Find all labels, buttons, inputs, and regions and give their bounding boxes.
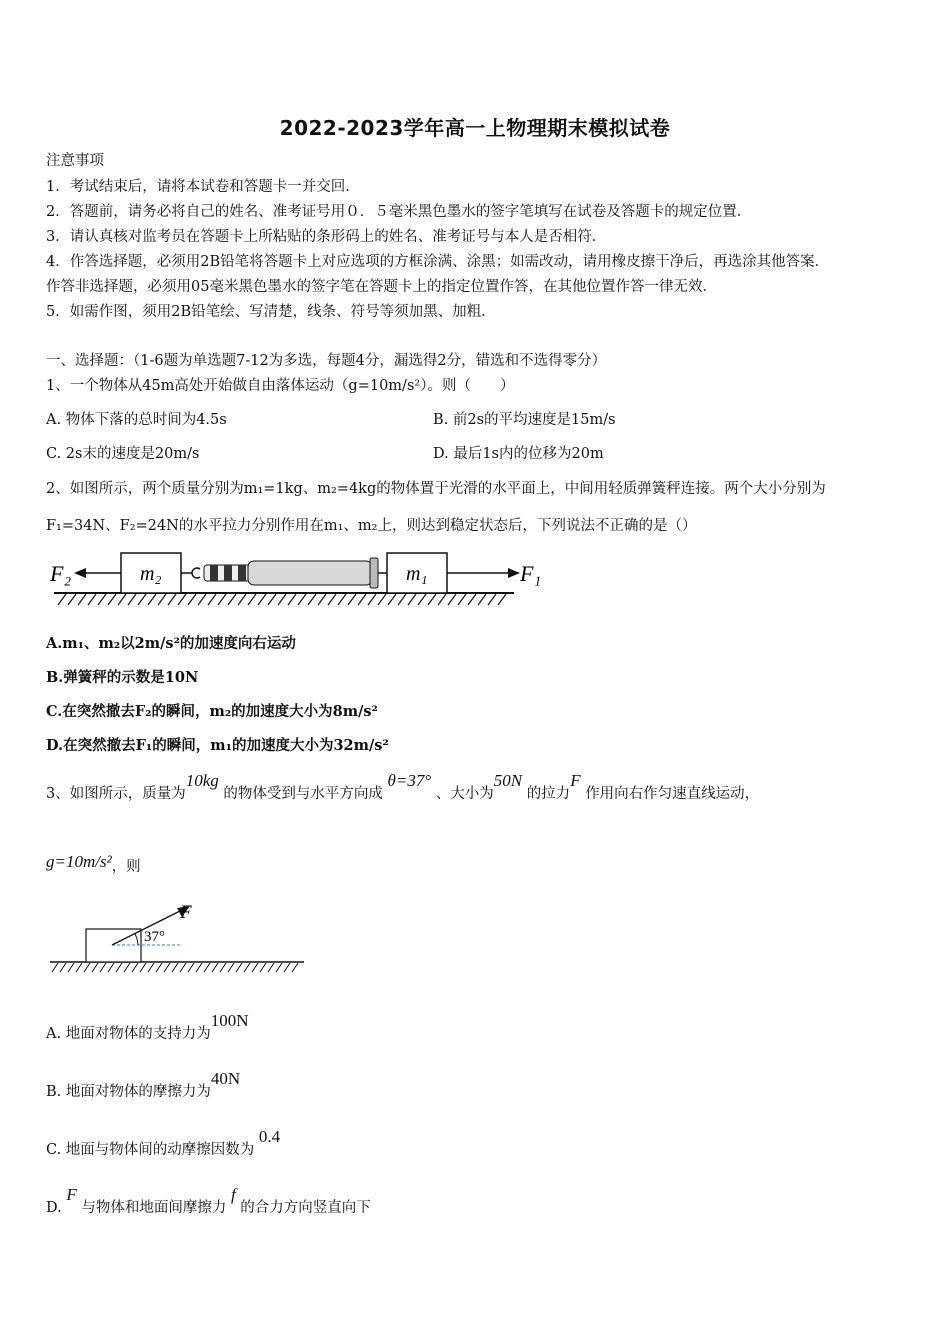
q2-spring-scale-figure <box>44 545 544 610</box>
q1-option-d: D. 最后1s内的位移为20m <box>433 446 604 462</box>
q2-option-c: C.在突然撤去F₂的瞬间，m₂的加速度大小为8m/s² <box>46 703 378 720</box>
q3-option-a-value: 100N <box>210 1011 249 1030</box>
q3-stem-line2 <box>46 852 141 877</box>
q3-figure-angle-label: 37° <box>144 929 165 945</box>
q3-stem-line1 <box>46 771 760 804</box>
q3-option-b-text: B. 地面对物体的摩擦力为 <box>46 1084 211 1100</box>
q1-option-a: A. 物体下落的总时间为4.5s <box>46 412 227 428</box>
q3-option-d-prefix: D. <box>46 1200 62 1216</box>
q2-option-b: B.弹簧秤的示数是10N <box>46 669 199 686</box>
q3-figure-f-label: F <box>180 902 192 923</box>
q2-option-a: A.m₁、m₂以2m/s²的加速度向右运动 <box>46 635 296 652</box>
notice-heading: 注意事项 <box>46 153 104 169</box>
q3-option-d <box>46 1185 371 1218</box>
q1-stem: 1、一个物体从45m高处开始做自由落体运动（g=10m/s²）。则（ ） <box>46 378 515 394</box>
q3-option-d-f-symbol: F <box>66 1185 77 1204</box>
q2-label-f2: F₂ <box>50 561 72 586</box>
q3-option-a-text: A. 地面对物体的支持力为 <box>46 1026 211 1042</box>
q3-option-c <box>46 1127 281 1160</box>
q3-option-d-friction-symbol: f <box>230 1185 236 1204</box>
q3-force-symbol: F <box>570 771 581 790</box>
q3-option-c-text: C. 地面与物体间的动摩擦因数为 <box>46 1142 255 1158</box>
q1-option-c: C. 2s末的速度是20m/s <box>46 446 200 462</box>
q3-angle: θ=37° <box>387 771 432 790</box>
q2-stem-line2: F₁=34N、F₂=24N的水平拉力分别作用在m₁、m₂上，则达到稳定状态后，下列说法不正确的是（） <box>46 518 697 534</box>
notice-item-4: 4．作答选择题，必须用2B铅笔将答题卡上对应选项的方框涂满、涂黑；如需改动，请用橡皮擦干净后，再选涂其他答案． <box>46 254 830 270</box>
q3-text-4: 的拉力 <box>526 786 571 802</box>
q3-text-3: 、大小为 <box>435 786 494 802</box>
q3-text-6: ，则 <box>111 859 141 875</box>
q3-option-b-value: 40N <box>210 1069 241 1088</box>
q3-option-b <box>46 1069 241 1102</box>
q3-force: 50N <box>493 771 523 790</box>
notice-item-3: 3．请认真核对监考员在答题卡上所粘贴的条形码上的姓名、准考证号与本人是否相符． <box>46 229 607 245</box>
q2-label-m2: m₂ <box>140 563 162 585</box>
q2-option-d: D.在突然撤去F₁的瞬间，m₁的加速度大小为32m/s² <box>46 737 389 754</box>
q3-text-2: 的物体受到与水平方向成 <box>223 786 383 802</box>
notice-item-4-cont: 作答非选择题，必须用05毫米黑色墨水的签字笔在答题卡上的指定位置作答，在其他位置作答一律无效． <box>46 279 717 295</box>
q3-option-a <box>46 1011 249 1044</box>
q2-stem-line1: 2、如图所示，两个质量分别为m₁=1kg、m₂=4kg的物体置于光滑的水平面上，中间用轻质弹簧秤连接。两个大小分别为 <box>46 481 826 497</box>
section-heading: 一、选择题：（1-6题为单选题7-12为多选，每题4分，漏选得2分，错选和不选得零分） <box>46 353 607 369</box>
q3-mass: 10kg <box>185 771 219 790</box>
q2-label-f1: F₁ <box>520 561 542 586</box>
notice-item-2: 2．答题前，请务必将自己的姓名、准考证号用０．５毫米黑色墨水的签字笔填写在试卷及答题卡的规定位置． <box>46 204 752 220</box>
notice-item-5: 5．如需作图，须用2B铅笔绘、写清楚，线条、符号等须加黑、加粗． <box>46 304 496 320</box>
q2-label-m1: m₁ <box>406 563 428 585</box>
q3-option-d-text: 与物体和地面间摩擦力 <box>81 1200 227 1216</box>
notice-item-1: 1．考试结束后，请将本试卷和答题卡一并交回． <box>46 179 360 195</box>
q3-option-c-value: 0.4 <box>258 1127 281 1146</box>
q3-text-5: 作用向右作匀速直线运动， <box>585 786 760 802</box>
q3-gravity: g=10m/s² <box>46 852 112 871</box>
q3-incline-force-figure <box>46 900 308 976</box>
q3-option-d-suffix: 的合力方向竖直向下 <box>240 1200 371 1216</box>
page-title: 2022-2023学年高一上物理期末模拟试卷 <box>279 116 671 140</box>
q1-option-b: B. 前2s的平均速度是15m/s <box>433 412 616 428</box>
q3-text-1: 3、如图所示，质量为 <box>46 786 186 802</box>
